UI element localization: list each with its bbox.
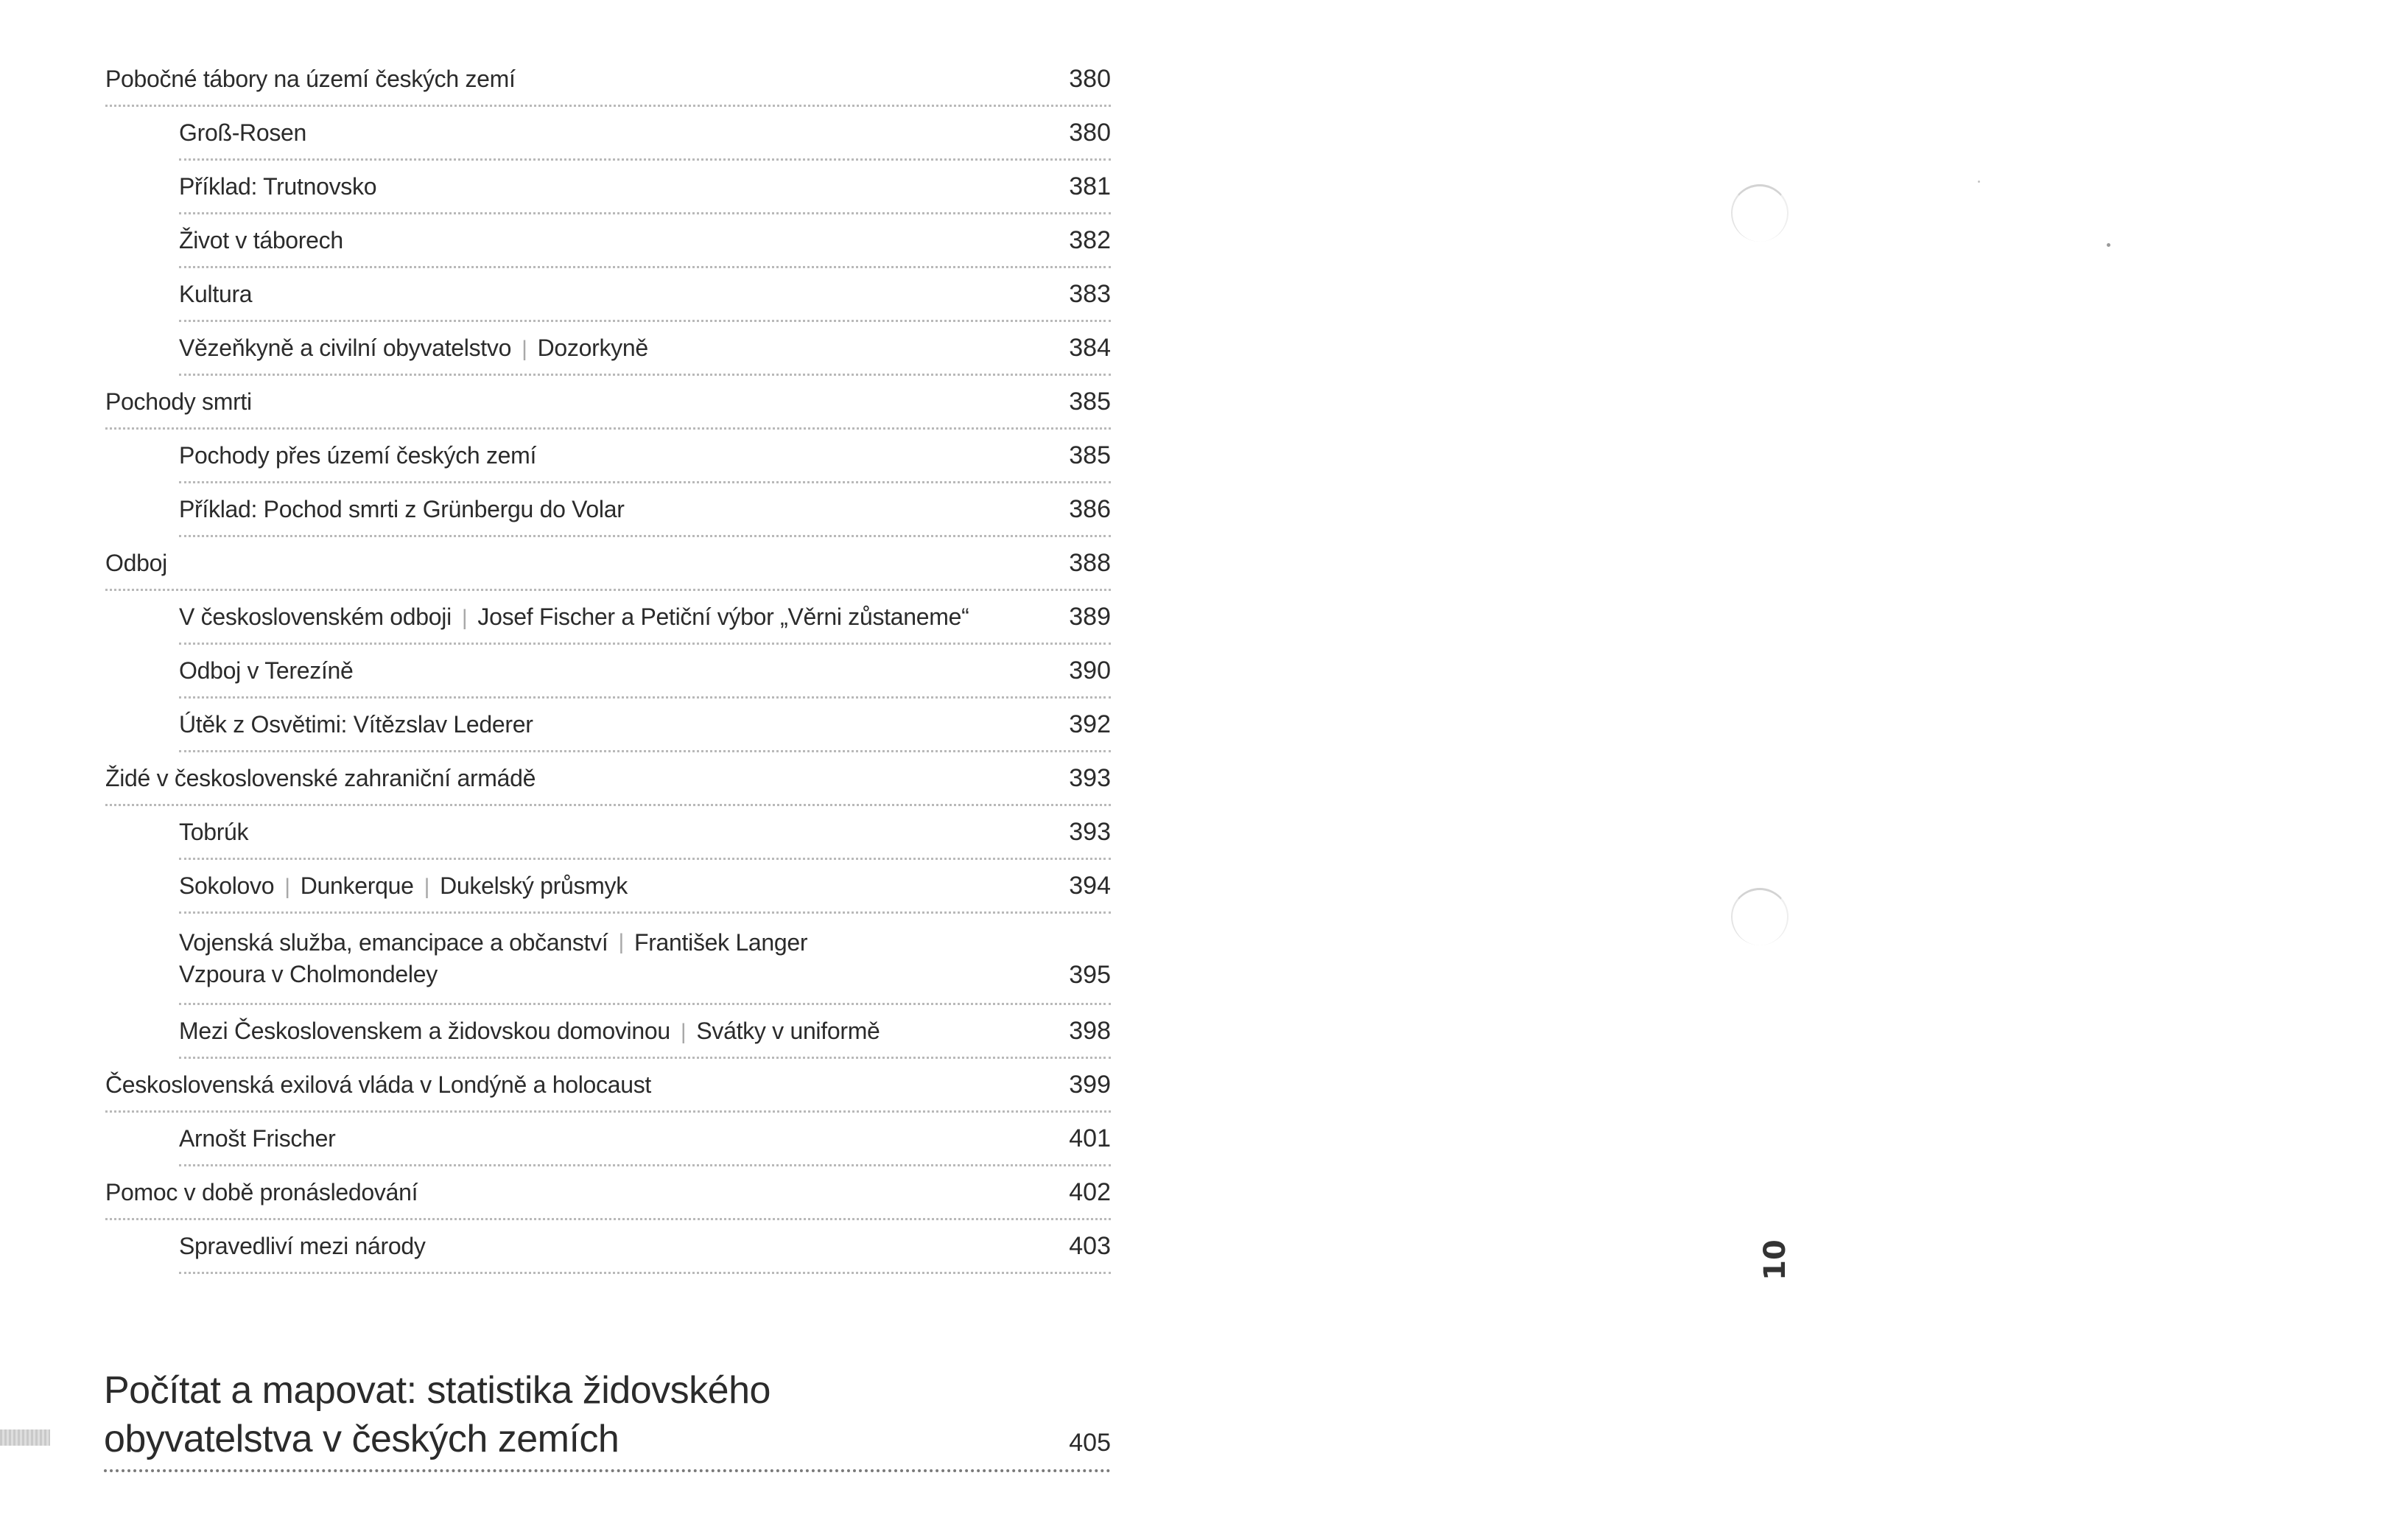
separator-bar: | [424,874,430,899]
toc-entry-text: Arnošt Frischer [179,1124,336,1152]
toc-entry [179,430,1111,483]
toc-entry [179,860,1111,914]
toc-page-number: 401 [1069,1124,1111,1152]
chapter-title-line-1: Počítat a mapovat: statistika židovského [104,1369,771,1412]
toc-entry-text: Vojenská služba, emancipace a občanství [179,928,608,956]
toc-entry-text: Sokolovo [179,872,275,899]
toc-entry-text: Pomoc v době pronásledování [105,1178,418,1205]
toc-entry-line [179,119,306,147]
toc-entry-text: Groß-Rosen [179,119,307,146]
toc-entry-text: Československá exilová vláda v Londýně a holocaust [105,1071,652,1098]
toc-entry-title [105,66,516,93]
toc-entry-title [179,1125,335,1152]
toc-page-number: 402 [1069,1177,1111,1206]
toc-page-number: 398 [1069,1016,1111,1045]
toc-page-number: 381 [1069,172,1111,200]
toc-entry [179,322,1111,376]
toc-page-number: 392 [1069,710,1111,738]
toc-entry-title [179,119,306,147]
toc-entry-title [179,227,343,254]
toc-entry-title [179,442,536,469]
toc-entry-text: V československém odboji [179,603,452,630]
toc-entry-text: Odboj v Terezíně [179,657,354,684]
toc-page-number: 399 [1069,1070,1111,1099]
toc-entry-text: Spravedliví mezi národy [179,1232,426,1259]
toc-entry [179,806,1111,860]
toc-entry [105,752,1111,806]
toc-page-number: 388 [1069,548,1111,577]
toc-entry [179,268,1111,322]
edge-tab-marker [0,1429,50,1446]
separator-bar: | [522,336,527,361]
toc-page-number: 380 [1069,118,1111,147]
toc-entry-text: Vězeňkyně a civilní obyvatelstvo [179,334,512,361]
toc-entry-title [105,765,536,792]
separator-bar: | [461,605,468,630]
toc-entry-line [105,388,252,416]
toc-entry-text: Dukelský průsmyk [440,872,628,899]
toc-page-number: 385 [1069,387,1111,416]
toc-entry-title [179,1233,426,1260]
toc-entry [179,914,1111,1005]
toc-entry-line [179,227,343,254]
toc-entry [105,1166,1111,1220]
toc-entry-line [179,819,248,846]
toc-entry-line [179,442,536,469]
toc-entry-text: Mezi Československem a židovskou domovinou [179,1017,670,1044]
toc-entry-text: Život v táborech [179,226,343,253]
toc-entry-title [179,496,625,523]
toc-page-number: 380 [1069,64,1111,93]
toc-entry [179,214,1111,268]
separator-bar: | [680,1019,687,1044]
toc-page-number: 390 [1069,656,1111,685]
toc-page-number: 385 [1069,441,1111,469]
chapter-title-line-2: obyvatelstva v českých zemích [104,1418,619,1460]
toc-entry-text: Tobrúk [179,818,249,845]
page-number-rotated: 10 [1758,1239,1792,1281]
toc-entry-text: Židé v československé zahraniční armádě [105,764,536,791]
toc-entry [105,1059,1111,1113]
toc-entry-text: Svátky v uniformě [696,1017,880,1044]
toc-entry [179,1113,1111,1166]
toc-entry-text: Příklad: Trutnovsko [179,172,377,200]
toc-entry-title [179,657,354,685]
toc-page-number: 395 [1069,961,1111,989]
toc-entry-text: Pochody přes území českých zemí [179,441,537,469]
toc-entry-line [105,550,167,577]
paper-speck [2107,243,2110,247]
punch-hole-bottom [1731,888,1789,945]
toc-entry [179,645,1111,699]
toc-entry-title [179,914,807,1003]
toc-entry-line [105,765,536,792]
toc-entry-title [105,1179,418,1206]
toc-entry-title [179,281,252,308]
toc-entry-line [179,173,376,200]
toc-page-number: 383 [1069,279,1111,308]
chapter-page-number: 405 [1069,1429,1111,1457]
toc-entry-title [179,173,376,200]
toc-entry-title [105,1071,651,1099]
toc-entry-line [179,281,252,308]
toc-entry-title [179,872,628,900]
chapter-title [104,1366,771,1469]
toc-entry-line [179,1125,335,1152]
toc-entry-text: Dunkerque [300,872,414,899]
toc-entry-line [179,657,354,685]
toc-entry [179,107,1111,161]
toc-page-number: 393 [1069,817,1111,846]
toc-entry-line [105,66,516,93]
toc-entry-title [179,819,248,846]
toc-entry-line [179,496,625,523]
toc-page-number: 393 [1069,763,1111,792]
paper-speck [1978,181,1980,183]
toc-entry-line [179,603,969,631]
toc-entry-title [179,335,648,362]
toc-entry-text: Vzpoura v Cholmondeley [179,960,438,987]
toc-entry-line [179,711,533,738]
toc-entry [105,537,1111,591]
toc-entry-title [179,711,533,738]
toc-entry-line [179,929,807,956]
toc-entry-line [105,1179,418,1206]
toc-entry-text: Příklad: Pochod smrti z Grünbergu do Volar [179,495,625,522]
toc-page-number: 394 [1069,871,1111,900]
toc-page-number: 384 [1069,333,1111,362]
table-of-contents [0,0,1149,1540]
toc-entry-title [105,550,167,577]
separator-bar: | [618,930,624,954]
toc-entry-line [105,1071,651,1099]
toc-entry-text: Pobočné tábory na území českých zemí [105,65,516,92]
toc-entry [179,1220,1111,1274]
toc-entry-text: Kultura [179,280,253,307]
toc-entry [179,483,1111,537]
toc-entry-text: Útěk z Osvětimi: Vítězslav Lederer [179,710,533,738]
toc-entry [179,591,1111,645]
toc-entry [105,376,1111,430]
toc-page-number: 386 [1069,494,1111,523]
toc-entry-title [179,603,969,631]
toc-entry-line [179,872,628,900]
toc-entry [179,1005,1111,1059]
toc-entry [179,699,1111,752]
toc-entry-title [105,388,252,416]
toc-entry-line [179,1233,426,1260]
toc-entry [105,53,1111,107]
toc-entry-text: František Langer [633,928,808,956]
toc-page-number: 403 [1069,1231,1111,1260]
toc-entry [179,161,1111,214]
toc-entry-text: Josef Fischer a Petiční výbor „Věrni zůstaneme“ [477,603,969,630]
toc-entry-title [179,1018,880,1045]
separator-bar: | [284,874,290,899]
toc-entry-line [179,335,648,362]
toc-entry-text: Pochody smrti [105,388,252,415]
punch-hole-top [1731,184,1789,242]
toc-entry-text: Dozorkyně [537,334,648,361]
chapter-heading-row [104,1356,1111,1472]
toc-entry-line [179,1018,880,1045]
toc-entry-text: Odboj [105,549,167,576]
toc-page-number: 389 [1069,602,1111,631]
toc-page-number: 382 [1069,225,1111,254]
